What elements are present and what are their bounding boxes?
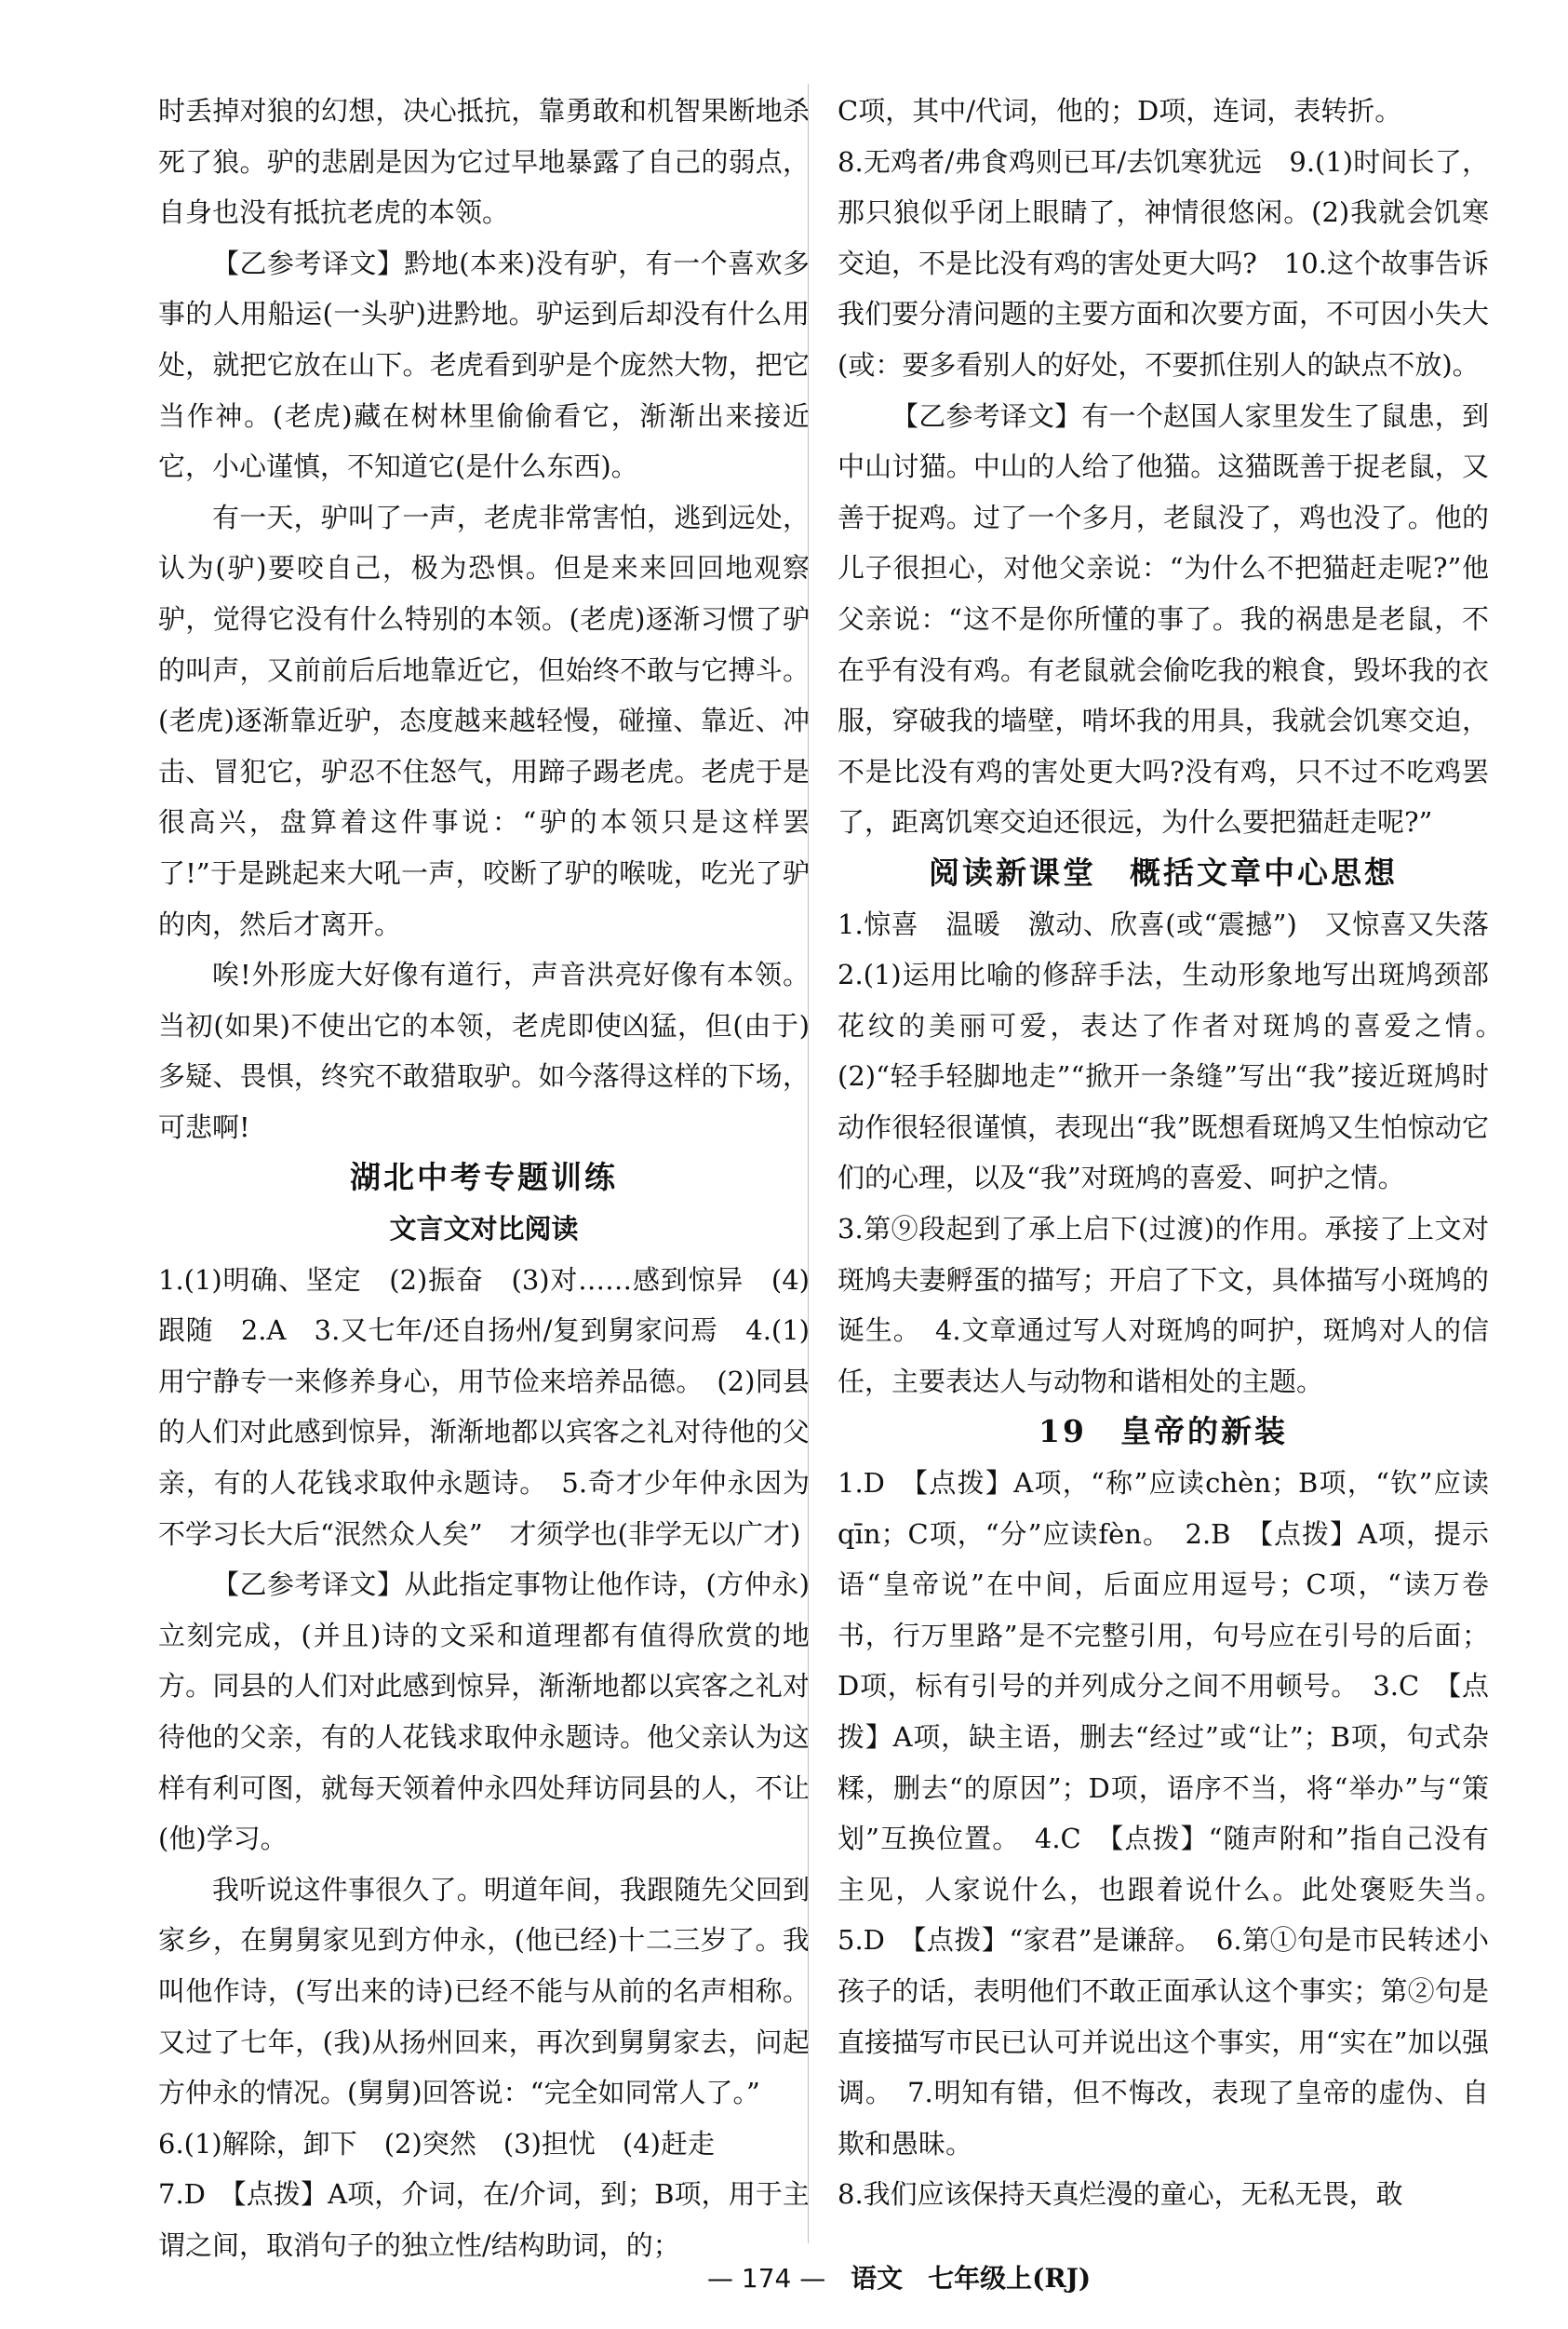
column-divider	[808, 84, 809, 2243]
paragraph: 1.D 【点拨】A项，“称”应读chèn；B项，“钦”应读qīn；C项，“分”应读fèn。 2.B 【点拨】A项，提示语“皇帝说”在中间，后面应用逗号；C项，“读万卷书，行万里路”是不完整引用，句号应在引号的后面；D项，标有引号的并列成分之间不用顿号。 3.C 【点拨】A项，缺主语，删去“经过”或“让”；B项，句式杂糅，删去“的原因”；D项，语序不当，将“举办”与“策划”互换位置。 4.C 【点拨】“随声附和”指自己没有主见，人家说什么，也跟着说什么。此处褒贬失当。 5.D 【点拨】“家君”是谦辞。 6.第①句是市民转述小孩子的话，表明他们不敢正面承认这个事实；第②句是直接描写市民已认可并说出这个事实，用“实在”加以强调。 7.明知有错，但不悔改，表现了皇帝的虚伪、自欺和愚昧。	[838, 1467, 1517, 2160]
paragraph: 我听说这件事很久了。明道年间，我跟随先父回到家乡，在舅舅家见到方仲永，(他已经)十二三岁了。我叫他作诗，(写出来的诗)已经不能与从前的名声相称。又过了七年，(我)从扬州回来，再次到舅舅家去，问起方仲永的情况。(舅舅)回答说：“完全如同常人了。”	[158, 1873, 810, 2109]
left-column	[158, 86, 810, 2271]
subject-label: 语文	[851, 2263, 904, 2294]
paragraph: 6.(1)解除，卸下 (2)突然 (3)担忧 (4)赶走	[158, 2127, 715, 2160]
section-subheading: 文言文对比阅读	[389, 1213, 579, 1245]
paragraph: 3.第⑨段起到了承上启下(过渡)的作用。承接了上文对斑鸠夫妻孵蛋的描写；开启了下文，具体描写小斑鸠的诞生。 4.文章通过写人对斑鸠的呵护，斑鸠对人的信任，主要表达人与动物和谐相处的主题。	[838, 1213, 1489, 1397]
paragraph: 有一天，驴叫了一声，老虎非常害怕，逃到远处，认为(驴)要咬自己，极为恐惧。但是来来回回地观察驴，觉得它没有什么特别的本领。(老虎)逐渐习惯了驴的叫声，又前前后后地靠近它，但始终不敢与它搏斗。(老虎)逐渐靠近驴，态度越来越轻慢，碰撞、靠近、冲击、冒犯它，驴忍不住怒气，用蹄子踢老虎。老虎于是很高兴，盘算着这件事说：“驴的本领只是这样罢了!”于是跳起来大吼一声，咬断了驴的喉咙，吃光了驴的肉，然后才离开。	[158, 501, 810, 940]
paragraph: 【乙参考译文】从此指定事物让他作诗，(方仲永)立刻完成，(并且)诗的文采和道理都有值得欣赏的地方。同县的人们对此感到惊异，渐渐地都以宾客之礼对待他的父亲，有的人花钱求取仲永题诗。他父亲认为这样有利可图，就每天领着仲永四处拜访同县的人，不让(他)学习。	[158, 1568, 810, 1855]
page-footer	[707, 2262, 1359, 2295]
paragraph: 时丢掉对狼的幻想，决心抵抗，靠勇敢和机智果断地杀死了狼。驴的悲剧是因为它过早地暴露了自己的弱点，自身也没有抵抗老虎的本领。	[158, 95, 810, 229]
paragraph: 8.我们应该保持天真烂漫的童心，无私无畏，敢	[838, 2178, 1403, 2211]
paragraph: 【乙参考译文】有一个赵国人家里发生了鼠患，到中山讨猫。中山的人给了他猫。这猫既善于捉老鼠，又善于捉鸡。过了一个多月，老鼠没了，鸡也没了。他的儿子很担心，对他父亲说：“为什么不把猫赶走呢?”他父亲说：“这不是你所懂的事了。我的祸患是老鼠，不在乎有没有鸡。有老鼠就会偷吃我的粮食，毁坏我的衣服，穿破我的墙壁，啃坏我的用具，我就会饥寒交迫，不是比没有鸡的害处更大吗?没有鸡，只不过不吃鸡罢了，距离饥寒交迫还很远，为什么要把猫赶走呢?”	[838, 399, 1489, 839]
section-heading: 阅读新课堂 概括文章中心思想	[929, 854, 1398, 891]
paragraph: 8.无鸡者/弗食鸡则已耳/去饥寒犹远 9.(1)时间长了，那只狼似乎闭上眼睛了，神情很悠闲。(2)我就会饥寒交迫，不是比没有鸡的害处更大吗? 10.这个故事告诉我们要分清问题的主要方面和次要方面，不可因小失大(或：要多看别人的好处，不要抓住别人的缺点不放)。	[838, 145, 1489, 381]
page-number: — 174 —	[707, 2263, 826, 2294]
section-heading: 19 皇帝的新装	[1039, 1413, 1288, 1450]
paragraph: 7.D 【点拨】A项，介词，在/介词，到；B项，用于主谓之间，取消句子的独立性/结构助词，的；	[158, 2178, 810, 2261]
grade-label: 七年级上(RJ)	[928, 2263, 1092, 2294]
section-heading: 湖北中考专题训练	[350, 1159, 618, 1196]
paragraph: 1.惊喜 温暖 激动、欣喜(或“震撼”) 又惊喜又失落 2.(1)运用比喻的修辞手法，生动形象地写出斑鸠颈部花纹的美丽可爱，表达了作者对斑鸠的喜爱之情。 (2)“轻手轻脚地走”“掀开一条缝”写出“我”接近斑鸠时动作很轻很谨慎，表现出“我”既想看斑鸠又生怕惊动它们的心理，以及“我”对斑鸠的喜爱、呵护之情。	[838, 908, 1517, 1194]
paragraph: 1.(1)明确、坚定 (2)振奋 (3)对……感到惊异 (4)跟随 2.A 3.又七年/还自扬州/复到舅家问焉 4.(1)用宁静专一来修养身心，用节俭来培养品德。 (2)同县的人们对此感到惊异，渐渐地都以宾客之礼对待他的父亲，有的人花钱求取仲永题诗。 5.奇才少年仲永因为不学习长大后“泯然众人矣” 才须学也(非学无以广才)	[158, 1263, 810, 1550]
right-column	[838, 86, 1517, 2220]
paragraph: C项，其中/代词，他的；D项，连词，表转折。	[838, 95, 1402, 127]
paragraph: 【乙参考译文】黔地(本来)没有驴，有一个喜欢多事的人用船运(一头驴)进黔地。驴运到后却没有什么用处，就把它放在山下。老虎看到驴是个庞然大物，把它当作神。(老虎)藏在树林里偷偷看它，渐渐出来接近它，小心谨慎，不知道它(是什么东西)。	[158, 247, 810, 483]
paragraph: 唉!外形庞大好像有道行，声音洪亮好像有本领。当初(如果)不使出它的本领，老虎即使凶猛，但(由于)多疑、畏惧，终究不敢猎取驴。如今落得这样的下场，可悲啊!	[158, 959, 810, 1143]
